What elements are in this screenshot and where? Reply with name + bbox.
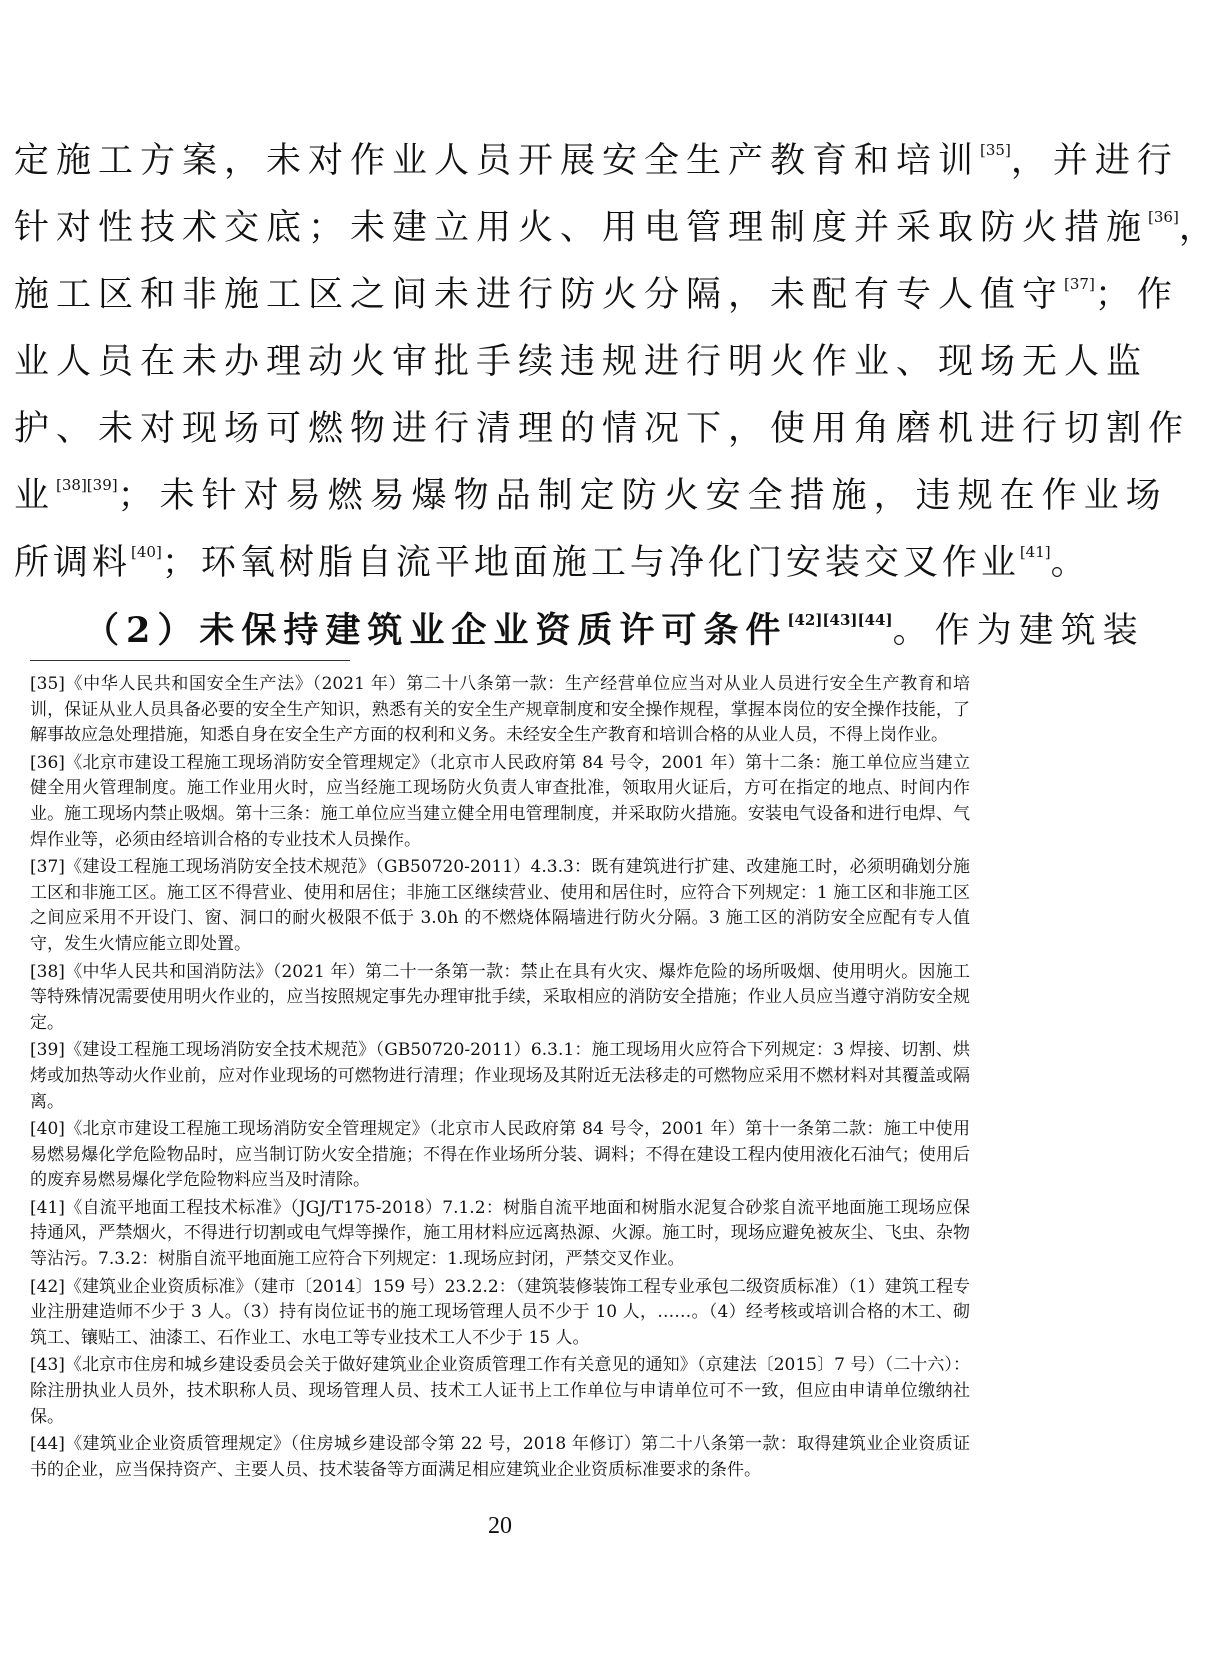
body-line: 护、未对现场可燃物进行清理的情况下，使用角磨机进行切割作 <box>14 409 1191 449</box>
footnotes <box>30 672 970 1485</box>
footnote-41: [41]《自流平地面工程技术标准》（JGJ/T175-2018）7.1.2：树脂自流平地面和树脂水泥复合砂浆自流平地面施工现场应保持通风，严禁烟火，不得进行切割或电气焊等操作，施工用材料应远离热源、火源。施工时，现场应避免被灰尘、飞虫、杂物等沾污。7.3.2：树脂自流平地面施工应符合下列规定：1.现场应封闭，严禁交叉作业。 <box>30 1197 970 1270</box>
body-line: 针对性技术交底；未建立用火、用电管理制度并采取防火措施[36]， <box>14 208 1221 248</box>
footnote-35: [35]《中华人民共和国安全生产法》（2021 年）第二十八条第一款：生产经营单位应当对从业人员进行安全生产教育和培训，保证从业人员具备必要的安全生产知识，熟悉有关的安全生产规章制度和安全操作规程，掌握本岗位的安全操作技能，了解事故应急处理措施，知悉自身在安全生产方面的权利和义务。未经安全生产教育和培训合格的从业人员，不得上岗作业。 <box>30 674 970 746</box>
footnote-38: [38]《中华人民共和国消防法》（2021 年）第二十一条第一款：禁止在具有火灾、爆炸危险的场所吸烟、使用明火。因施工等特殊情况需要使用明火作业的，应当按照规定事先办理审批手续，采取相应的消防安全措施；作业人员应当遵守消防安全规定。 <box>30 961 970 1033</box>
footnote-divider <box>30 660 350 661</box>
footnote-36: [36]《北京市建设工程施工现场消防安全管理规定》（北京市人民政府第 84 号令，2001 年）第十二条：施工单位应当建立健全用火管理制度。施工作业用火时，应当经施工现场防火负责人审查批准，领取用火证后，方可在指定的地点、时间内作业。施工现场内禁止吸烟。第十三条：施工单位应当建立健全用电管理制度，并采取防火措施。安装电气设备和进行电焊、气焊作业等，必须由经培训合格的专业技术人员操作。 <box>30 752 970 850</box>
section-heading-line: （2）未保持建筑业企业资质许可条件[42][43][44]。作为建筑装 <box>84 610 1145 651</box>
footnote-42: [42]《建筑业企业资质标准》（建市〔2014〕159 号）23.2.2：（建筑装修装饰工程专业承包二级资质标准）（1）建筑工程专业注册建造师不少于 3 人。（3）持有岗位证书的施工现场管理人员不少于 10 人，……。（4）经考核或培训合格的木工、砌筑工、镶贴工、油漆工、石作业工、水电工等专业技术工人不少于 15 人。 <box>30 1276 970 1348</box>
footnote-39: [39]《建设工程施工现场消防安全技术规范》（GB50720-2011）6.3.1：施工现场用火应符合下列规定：3 焊接、切割、烘烤或加热等动火作业前，应对作业现场的可燃物进行清理；作业现场及其附近无法移走的可燃物应采用不燃材料对其覆盖或隔离。 <box>30 1040 970 1112</box>
body-line: 所调料[40]；环氧树脂自流平地面施工与净化门安装交叉作业[41]。 <box>14 543 1090 583</box>
footnote-40: [40]《北京市建设工程施工现场消防安全管理规定》（北京市人民政府第 84 号令，2001 年）第十一条第二款：施工中使用易燃易爆化学危险物品时，应当制订防火安全措施；不得在作业场所分装、调料；不得在建设工程内使用液化石油气；使用后的废弃易燃易爆化学危险物料应当及时清除。 <box>30 1119 970 1191</box>
page-number: 20 <box>488 1513 512 1539</box>
footnote-44: [44]《建筑业企业资质管理规定》（住房城乡建设部令第 22 号，2018 年修订）第二十八条第一款：取得建筑业企业资质证书的企业，应当保持资产、主要人员、技术装备等方面满足相应建筑业企业资质标准要求的条件。 <box>30 1434 970 1480</box>
section-heading: （2）未保持建筑业企业资质许可条件 <box>84 610 788 651</box>
body-line: 业[38][39]；未针对易燃易爆物品制定防火安全措施，违规在作业场 <box>14 476 1168 516</box>
body-line: 定施工方案，未对作业人员开展安全生产教育和培训[35]，并进行 <box>14 141 1179 181</box>
footnote-43: [43]《北京市住房和城乡建设委员会关于做好建筑业企业资质管理工作有关意见的通知》（京建法〔2015〕7 号）（二十六）：除注册执业人员外，技术职称人员、现场管理人员、技术工人证书上工作单位与申请单位可不一致，但应由申请单位缴纳社保。 <box>30 1355 970 1427</box>
body-line: 业人员在未办理动火审批手续违规进行明火作业、现场无人监 <box>14 342 1149 382</box>
footnote-37: [37]《建设工程施工现场消防安全技术规范》（GB50720-2011）4.3.3：既有建筑进行扩建、改建施工时，必须明确划分施工区和非施工区。施工区不得营业、使用和居住；非施工区继续营业、使用和居住时，应符合下列规定：1 施工区和非施工区之间应采用不开设门、窗、洞口的耐火极限不低于 3.0h 的不燃烧体隔墙进行防火分隔。3 施工区的消防安全应配有专人值守，发生火情应能立即处置。 <box>30 857 970 954</box>
body-text <box>14 128 1221 664</box>
body-line: 施工区和非施工区之间未进行防火分隔，未配有专人值守[37]；作 <box>14 275 1179 315</box>
